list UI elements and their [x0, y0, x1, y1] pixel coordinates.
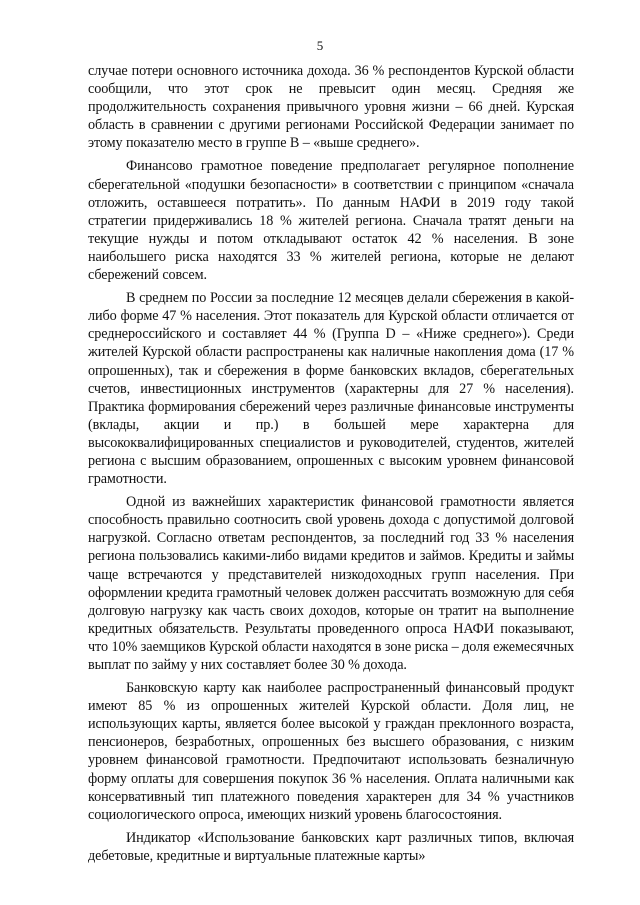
- page-number: 5: [316, 38, 324, 53]
- paragraph-savings-behavior: Финансово грамотное поведение предполагает регулярное пополнение сберегательной «подушки безопасности» в соответствии с принципом «сначала отложить, оставшееся потратить». По данным НАФИ в 2019 году такой стратегии придерживались 18 % жителей региона. Сначала тратят деньги на текущие нужды и потом откладывают остаток 42 % населения. В зоне наибольшего риска находятся 33 % жителей региона, которые не делают сбережений совсем.: [88, 158, 574, 284]
- paragraph-bank-cards: Банковскую карту как наиболее распространенный финансовый продукт имеют 85 % из опрошенных жителей Курской области. Доля лиц, не использующих карты, является более высокой у граждан преклонного возраста, пенсионеров, безработных, опрошенных без высшего образования, с низким уровнем финансовой грамотности. Предпочитают использовать безналичную форму оплаты для совершения покупок 36 % населения. Оплата наличными как консервативный тип платежного поведения характерен для 34 % участников социологического опроса, имеющих низкий уровень благосостояния.: [88, 680, 574, 823]
- paragraph-continuation: случае потери основного источника дохода. 36 % респондентов Курской области сообщили, что этот срок не превысит один месяц. Средняя же продолжительность сохранения привычного уровня жизни – 66 дней. Курская область в сравнении с другими регионами Российской Федерации занимает по этому показателю место в группе B – «выше среднего».: [88, 63, 574, 152]
- paragraph-indicator: Индикатор «Использование банковских карт различных типов, включая дебетовые, кредитные и виртуальные платежные карты»: [88, 829, 574, 864]
- paragraph-debt-load: Одной из важнейших характеристик финансовой грамотности является способность правильно соотносить свой уровень дохода с допустимой долговой нагрузкой. Согласно ответам респондентов, за последний год 33 % населения региона пользовались какими-либо видами кредитов и займов. Кредиты и займы чаще встречаются у представителей низкодоходных групп населения. При оформлении кредита грамотный человек должен рассчитать возможную для себя долговую нагрузку как часть своих доходов, которые он тратит на выполнение кредитных обязательств. Результаты проведенного опроса НАФИ показывают, что 10% заемщиков Курской области находятся в зоне риска – доля ежемесячных выплат по займу у них составляет более 30 % дохода.: [88, 494, 574, 673]
- paragraph-savings-russia: В среднем по России за последние 12 месяцев делали сбережения в какой-либо форме 47 % населения. Этот показатель для Курской области отличается от среднероссийского и составляет 44 % (Группа D – «Ниже среднего»). Среди жителей Курской области распространены как наличные накопления дома (17 % опрошенных), так и сбережения в форме банковских вкладов, сберегательных счетов, инвестиционных инструментов (характерны для 27 % населения). Практика формирования сбережений через различные финансовые инструменты (вклады, акции и пр.) в большей мере характерна для высококвалифицированных специалистов и руководителей, студентов, жителей региона с высшим образованием, опрошенных с высоким уровнем финансовой грамотности.: [88, 290, 574, 488]
- document-body: [88, 62, 574, 870]
